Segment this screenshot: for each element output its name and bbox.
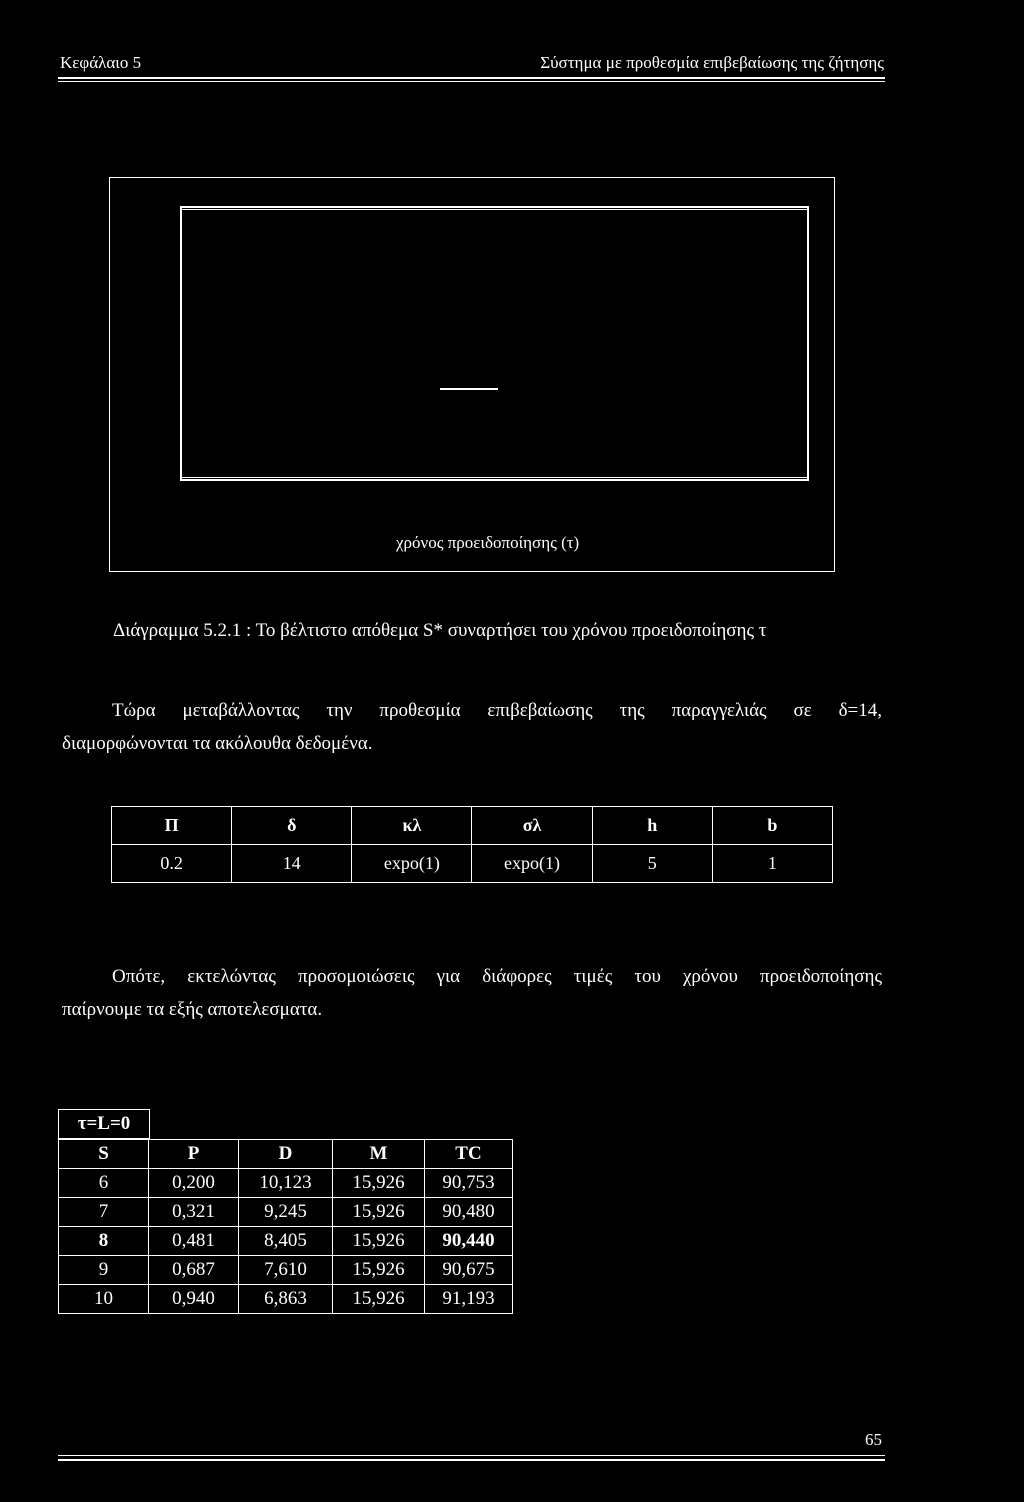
param-header-cell: σλ xyxy=(472,807,592,845)
table-row xyxy=(59,1169,513,1198)
page-number: 65 xyxy=(865,1430,882,1449)
footer-rule-thick xyxy=(58,1459,885,1461)
table-row xyxy=(59,1256,513,1285)
table-cell: 9,245 xyxy=(239,1198,333,1227)
legend-line xyxy=(440,388,498,390)
table-cell: 91,193 xyxy=(425,1285,513,1314)
plot-area xyxy=(180,206,809,481)
table-cell: 6 xyxy=(59,1169,149,1198)
table-cell: 10,123 xyxy=(239,1169,333,1198)
results-header-cell: P xyxy=(149,1140,239,1169)
paragraph-1 xyxy=(62,694,882,760)
table-cell: 90,753 xyxy=(425,1169,513,1198)
plot-area-top-line xyxy=(180,209,809,210)
table-cell: 0,200 xyxy=(149,1169,239,1198)
param-header-cell: b xyxy=(712,807,832,845)
figure-caption: Διάγραμμα 5.2.1 : Το βέλτιστο απόθεμα S* συναρτήσει του χρόνου προειδοποίησης τ xyxy=(113,620,767,641)
paragraph-2-line-2: παίρνουμε τα εξής αποτελεσματα. xyxy=(62,999,323,1020)
table-cell: 15,926 xyxy=(333,1227,425,1256)
results-header-cell: M xyxy=(333,1140,425,1169)
param-value-cell: 5 xyxy=(592,845,712,883)
table-cell: 7,610 xyxy=(239,1256,333,1285)
table-cell: 15,926 xyxy=(333,1285,425,1314)
table-row xyxy=(59,1198,513,1227)
table-cell: 90,675 xyxy=(425,1256,513,1285)
paragraph-2 xyxy=(62,960,882,1026)
param-value-cell: 14 xyxy=(232,845,352,883)
table-cell: 10 xyxy=(59,1285,149,1314)
table-cell: 0,481 xyxy=(149,1227,239,1256)
results-header-cell: D xyxy=(239,1140,333,1169)
header-rule-thick xyxy=(58,77,885,79)
paragraph-2-line-1: Οπότε, εκτελώντας προσομοιώσεις για διάφορες τιμές του χρόνου προειδοποίησης xyxy=(112,966,882,987)
table-cell: 6,863 xyxy=(239,1285,333,1314)
table-cell: 90,480 xyxy=(425,1198,513,1227)
x-axis-label: χρόνος προειδοποίησης (τ) xyxy=(396,533,580,552)
param-value-cell: expo(1) xyxy=(472,845,592,883)
parameters-header-row xyxy=(112,807,833,845)
table-row-optimal xyxy=(59,1227,513,1256)
footer-rule-thin xyxy=(58,1455,885,1456)
table-cell: 90,440 xyxy=(425,1227,513,1256)
paragraph-1-line-1: Τώρα μεταβάλλοντας την προθεσμία επιβεβαίωσης της παραγγελιάς σε δ=14, xyxy=(112,700,882,721)
param-value-cell: 0.2 xyxy=(112,845,232,883)
param-value-cell: expo(1) xyxy=(352,845,472,883)
results-header-row xyxy=(59,1140,513,1169)
parameters-value-row xyxy=(112,845,833,883)
section-header: Σύστημα με προθεσμία επιβεβαίωσης της ζήτησης xyxy=(540,53,884,72)
table-cell: 15,926 xyxy=(333,1169,425,1198)
header-rule-thin xyxy=(58,81,885,82)
param-header-cell: h xyxy=(592,807,712,845)
table-cell: 15,926 xyxy=(333,1198,425,1227)
parameters-table xyxy=(111,806,833,883)
results-table-title: τ=L=0 xyxy=(58,1109,150,1139)
table-cell: 8,405 xyxy=(239,1227,333,1256)
param-header-cell: Π xyxy=(112,807,232,845)
paragraph-1-line-2: διαμορφώνονται τα ακόλουθα δεδομένα. xyxy=(62,733,373,754)
table-cell: 0,321 xyxy=(149,1198,239,1227)
table-cell: 0,687 xyxy=(149,1256,239,1285)
param-header-cell: κλ xyxy=(352,807,472,845)
chapter-header: Κεφάλαιο 5 xyxy=(60,53,142,72)
param-value-cell: 1 xyxy=(712,845,832,883)
table-row xyxy=(59,1285,513,1314)
plot-area-bottom-line xyxy=(180,477,809,478)
results-header-cell: S xyxy=(59,1140,149,1169)
param-header-cell: δ xyxy=(232,807,352,845)
table-cell: 8 xyxy=(59,1227,149,1256)
table-cell: 7 xyxy=(59,1198,149,1227)
table-cell: 15,926 xyxy=(333,1256,425,1285)
results-table xyxy=(58,1139,513,1314)
results-header-cell: TC xyxy=(425,1140,513,1169)
table-cell: 0,940 xyxy=(149,1285,239,1314)
table-cell: 9 xyxy=(59,1256,149,1285)
